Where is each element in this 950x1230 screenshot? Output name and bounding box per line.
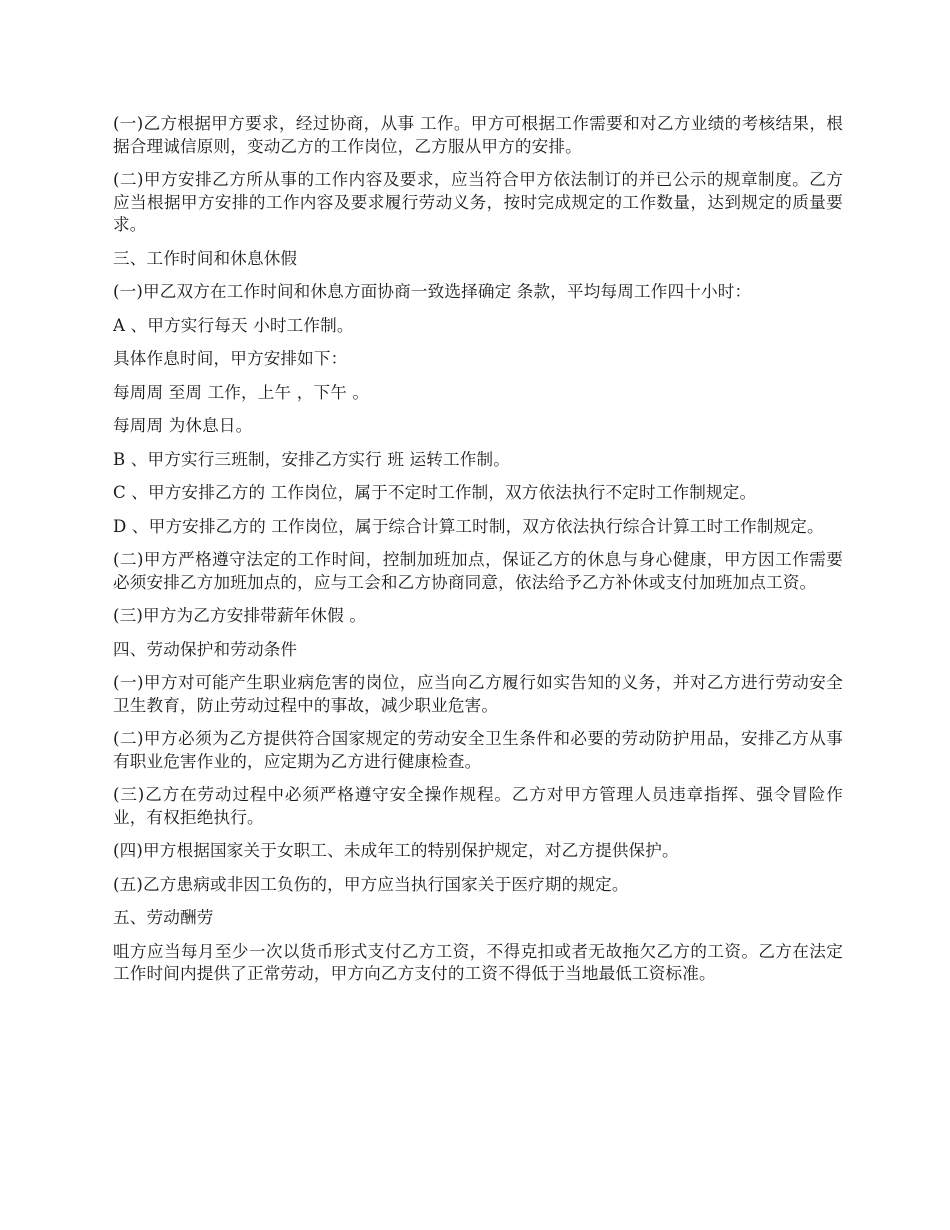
paragraph-schedule-intro: 具体作息时间，甲方安排如下：	[113, 349, 348, 368]
paragraph-safety-conditions: (二)甲方必须为乙方提供符合国家规定的劳动安全卫生条件和必要的劳动防护用品，安排乙方从事有职业危害作业的，应定期为乙方进行健康检查。	[113, 729, 843, 771]
paragraph-work-content: (二)甲方安排乙方所从事的工作内容及要求，应当符合甲方依法制订的并已公示的规章制度。乙方应当根据甲方安排的工作内容及要求履行劳动义务，按时完成规定的工作数量，达到规定的质量要求。	[113, 170, 843, 234]
section-heading-labor-protection: 四、劳动保护和劳动条件	[113, 639, 298, 659]
paragraph-option-b: B 、甲方实行三班制，安排乙方实行 班 运转工作制。	[113, 449, 510, 469]
paragraph-occupational-hazard: (一)甲方对可能产生职业病危害的岗位，应当向乙方履行如实告知的义务，并对乙方进行劳动安全卫生教育，防止劳动过程中的事故，减少职业危害。	[113, 673, 843, 715]
paragraph-special-protection: (四)甲方根据国家关于女职工、未成年工的特别保护规定，对乙方提供保护。	[113, 841, 679, 860]
section-heading-work-hours: 三、工作时间和休息休假	[113, 248, 298, 268]
paragraph-option-a: A 、甲方实行每天 小时工作制。	[113, 315, 354, 335]
paragraph-annual-leave: (三)甲方为乙方安排带薪年休假 。	[113, 606, 367, 625]
paragraph-safety-rules: (三)乙方在劳动过程中必须严格遵守安全操作规程。乙方对甲方管理人员违章指挥、强令冒险作业，有权拒绝执行。	[113, 785, 843, 827]
section-heading-remuneration: 五、劳动酬劳	[113, 908, 214, 927]
paragraph-option-c: C 、甲方安排乙方的 工作岗位，属于不定时工作制，双方依法执行不定时工作制规定。	[113, 483, 757, 502]
paragraph-medical-period: (五)乙方患病或非因工负伤的，甲方应当执行国家关于医疗期的规定。	[113, 874, 629, 894]
paragraph-hours-agreement: (一)甲乙双方在工作时间和休息方面协商一致选择确定 条款，平均每周工作四十小时：	[113, 282, 752, 301]
paragraph-overtime: (二)甲方严格遵守法定的工作时间，控制加班加点，保证乙方的休息与身心健康，甲方因工作需要必须安排乙方加班加点的，应与工会和乙方协商同意，依法给予乙方补休或支付加班加点工资。	[113, 550, 843, 592]
paragraph-rest-day: 每周周 为休息日。	[113, 416, 253, 435]
document-body	[113, 113, 843, 997]
paragraph-work-assignment: (一)乙方根据甲方要求，经过协商，从事 工作。甲方可根据工作需要和对乙方业绩的考核结果，根据合理诚信原则，变动乙方的工作岗位，乙方服从甲方的安排。	[113, 114, 843, 156]
paragraph-wage-payment: 咀方应当每月至少一次以货币形式支付乙方工资，不得克扣或者无故拖欠乙方的工资。乙方在法定工作时间内提供了正常劳动，甲方向乙方支付的工资不得低于当地最低工资标准。	[113, 941, 843, 983]
paragraph-weekly-schedule: 每周周 至周 工作，上午 ，下午 。	[113, 382, 370, 402]
paragraph-option-d: D 、甲方安排乙方的 工作岗位，属于综合计算工时制，双方依法执行综合计算工时工作制规定。	[113, 516, 824, 536]
